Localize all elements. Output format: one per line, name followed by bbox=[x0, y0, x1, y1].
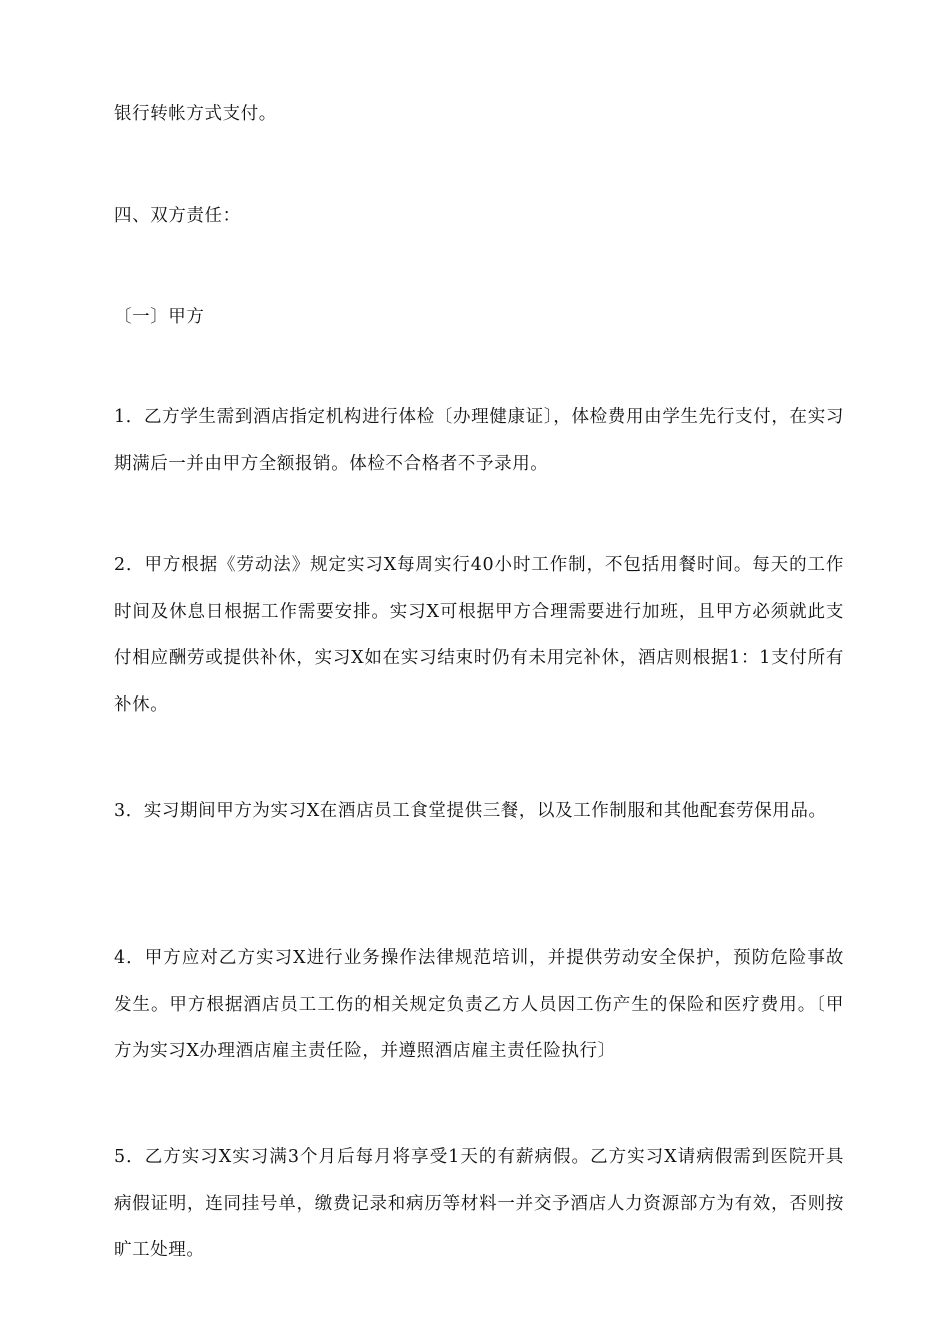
section-heading: 四、双方责任： bbox=[114, 206, 241, 226]
clause-item-5: 5．乙方实习X实习满3个月后每月将享受1天的有薪病假。乙方实习X请病假需到医院开具病假证明，连同挂号单，缴费记录和病历等材料一并交予酒店人力资源部方为有效，否则按旷工处理。 bbox=[114, 1147, 844, 1260]
clause-item-1: 1．乙方学生需到酒店指定机构进行体检〔办理健康证〕，体检费用由学生先行支付，在实习期满后一并由甲方全额报销。体检不合格者不予录用。 bbox=[114, 407, 844, 474]
subsection-heading: 〔一〕甲方 bbox=[114, 307, 205, 327]
clause-item-2: 2．甲方根据《劳动法》规定实习X每周实行40小时工作制，不包括用餐时间。每天的工作时间及休息日根据工作需要安排。实习X可根据甲方合理需要进行加班，且甲方必须就此支付相应酬劳或提供补休，实习X如在实习结束时仍有未用完补休，酒店则根据1：1支付所有补休。 bbox=[114, 555, 844, 715]
clause-item-4: 4．甲方应对乙方实习X进行业务操作法律规范培训，并提供劳动安全保护，预防危险事故发生。甲方根据酒店员工工伤的相关规定负责乙方人员因工伤产生的保险和医疗费用。〔甲方为实习X办理酒店雇主责任险，并遵照酒店雇主责任险执行〕 bbox=[114, 948, 844, 1061]
clause-item-3: 3．实习期间甲方为实习X在酒店员工食堂提供三餐，以及工作制服和其他配套劳保用品。 bbox=[114, 801, 827, 821]
intro-line: 银行转帐方式支付。 bbox=[114, 104, 277, 124]
